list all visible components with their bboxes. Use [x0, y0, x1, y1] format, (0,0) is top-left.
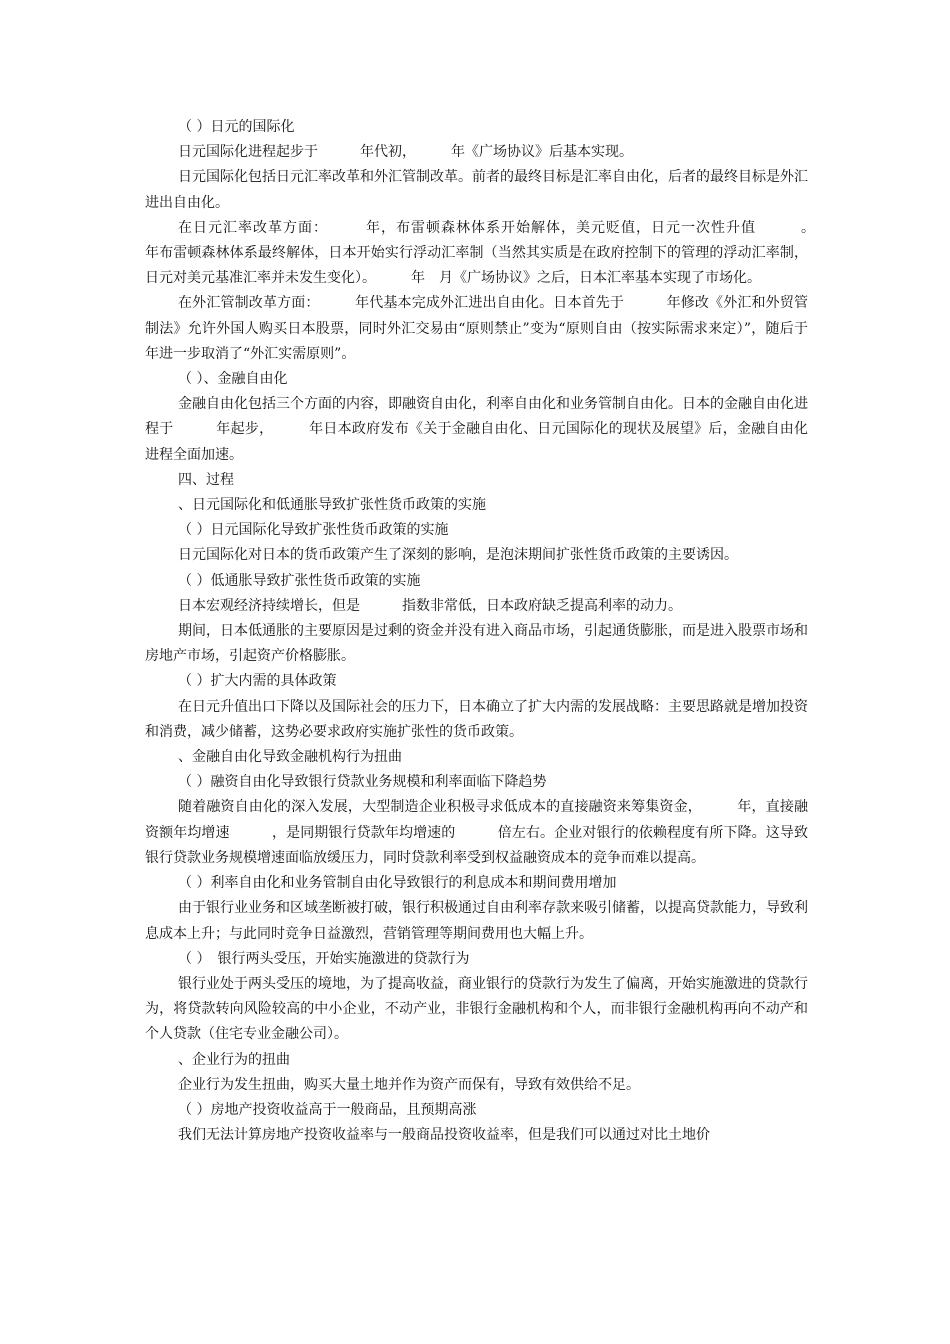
subheading: 、企业行为的扭曲: [178, 1051, 290, 1068]
subheading: （ ）融资自由化导致银行贷款业务规模和利率面临下降趋势: [178, 774, 547, 791]
subheading: （ ）房地产投资收益高于一般商品，且预期高涨: [178, 1101, 477, 1118]
heading-yen-internationalization: （ ）日元的国际化: [178, 119, 295, 135]
subheading: （ ）日元国际化导致扩张性货币政策的实施: [178, 522, 449, 539]
heading-financial-liberalization: （ ）、金融自由化: [178, 371, 288, 388]
paragraph: 在日元升值出口下降以及国际社会的压力下，日本确立了扩大内需的发展战略：主要思路就是增加投资和消费，减少储蓄，这势必要求政府实施扩张性的货币政策。: [145, 698, 808, 740]
paragraph: 金融自由化包括三个方面的内容，即融资自由化，利率自由化和业务管制自由化。日本的金融自由化进程于 年起步， 年日本政府发布《关于金融自由化、日元国际化的现状及展望》后，金融自由化进程全面加速。: [145, 396, 808, 463]
paragraph: 日元国际化进程起步于 年代初， 年《广场协议》后基本实现。: [178, 144, 633, 161]
subheading: （ ）利率自由化和业务管制自由化导致银行的利息成本和期间费用增加: [178, 875, 617, 892]
paragraph: 日元国际化对日本的货币政策产生了深刻的影响，是泡沫期间扩张性货币政策的主要诱因。: [178, 547, 738, 564]
subheading: 、金融自由化导致金融机构行为扭曲: [178, 749, 402, 766]
paragraph: 期间，日本低通胀的主要原因是过剩的资金并没有进入商品市场，引起通货膨胀，而是进入股票市场和房地产市场，引起资产价格膨胀。: [145, 623, 808, 665]
paragraph: 在外汇管制改革方面： 年代基本完成外汇进出自由化。日本首先于 年修改《外汇和外贸管制法》允许外国人购买日本股票，同时外汇交易由“原则禁止”变为“原则自由（按实际需求来定）”，随后于 年进一步取消了“外汇实需原则”。: [145, 295, 850, 362]
document-body: [145, 115, 850, 1148]
paragraph: 我们无法计算房地产投资收益率与一般商品投资收益率，但是我们可以通过对比土地价: [178, 1127, 710, 1144]
subheading: （ ）扩大内需的具体政策: [178, 673, 337, 690]
section-heading-process: 四、过程: [178, 471, 234, 488]
paragraph: 在日元汇率改革方面： 年，布雷顿森林体系开始解体，美元贬值，日元一次性升值 。 年布雷顿森林体系最终解体，日本开始实行浮动汇率制（当然其实质是在政府控制下的管理的浮动汇率制，日元对美元基准汇率并未发生变化）。 年 月《广场协议》之后，日本汇率基本实现了市场化。: [145, 219, 850, 287]
paragraph: 由于银行业业务和区域垄断被打破，银行积极通过自由利率存款来吸引储蓄，以提高贷款能力，导致利息成本上升；与此同时竞争日益激烈，营销管理等期间费用也大幅上升。: [145, 900, 808, 942]
paragraph: 随着融资自由化的深入发展，大型制造企业积极寻求低成本的直接融资来筹集资金， 年，直接融资额年均增速 ，是同期银行贷款年均增速的 倍左右。企业对银行的依赖程度有所下降。这导致银行贷款业务规模增速面临放缓压力，同时贷款利率受到权益融资成本的竞争而难以提高。: [145, 799, 808, 866]
paragraph: 日元国际化包括日元汇率改革和外汇管制改革。前者的最终目标是汇率自由化，后者的最终目标是外汇进出自由化。: [145, 169, 808, 211]
subheading: （ ）低通胀导致扩张性货币政策的实施: [178, 572, 421, 589]
subheading: 、日元国际化和低通胀导致扩张性货币政策的实施: [178, 497, 486, 514]
paragraph: 银行业处于两头受压的境地，为了提高收益，商业银行的贷款行为发生了偏离，开始实施激进的贷款行为，将贷款转向风险较高的中小企业，不动产业，非银行金融机构和个人，而非银行金融机构再向不动产和个人贷款（住宅专业金融公司）。: [145, 975, 808, 1043]
paragraph: 企业行为发生扭曲，购买大量土地并作为资产而保有，导致有效供给不足。: [178, 1076, 640, 1093]
subheading: （ ） 银行两头受压，开始实施激进的贷款行为: [178, 950, 470, 967]
paragraph: 日本宏观经济持续增长，但是 指数非常低，日本政府缺乏提高利率的动力。: [178, 597, 682, 614]
